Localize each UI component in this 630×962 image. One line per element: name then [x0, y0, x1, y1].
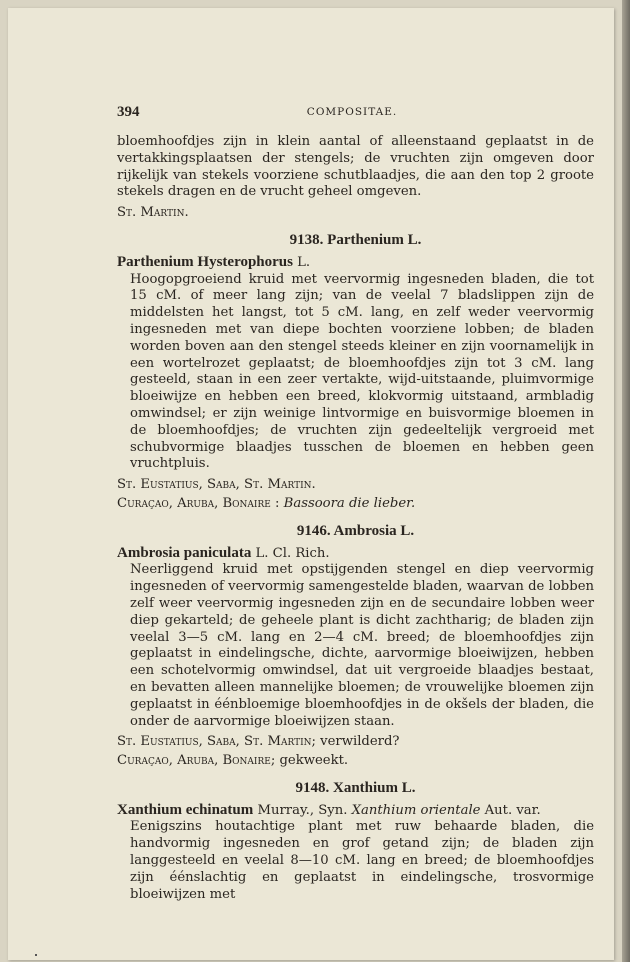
page-header	[117, 104, 587, 120]
description-ambrosia: Neerliggend kruid met opstijgenden stengel en diep veervormig ingesneden of veervormig samengestelde bladen, waarvan de lobben zelf weer veervormig ingesneden zijn en de secundaire lobben weer diep gekarteld; de geheele plant is dicht zachtharig; de bladen zijn veelal 3—5 cM. lang en 2—4 cM. breed; de bloemhoofdjes zijn geplaatst in eindelingsche, dichte, aarvormige bloeiwijzen, hebben een schotelvormig omwindsel, dat uit vergroeide blaadjes bestaat, en bevatten alleen mannelijke bloemen; de vrouwelijke bloemen zijn geplaatst in éénbloemige bloemhoofdjes in de okšels der bladen, die onder de aarvormige bloeiwijzen staan.	[130, 562, 594, 729]
species-name: Parthenium Hysterophorus	[117, 253, 293, 270]
distribution-places: Curaçao, Aruba, Bonaire	[117, 753, 271, 769]
species-name: Ambrosia paniculata	[117, 544, 252, 561]
running-head: COMPOSITAE.	[306, 106, 398, 118]
description-parthenium: Hoogopgroeiend kruid met veervormig ingesneden bladen, die tot 15 cM. of meer lang zijn; van de veelal 7 bladslippen zijn de middelsten het langst, tot 5 cM. lang, en zelf weder veervormig ingesneden met van diepe bochten voorziene lobben; de bladen worden boven aan den stengel steeds kleiner en zijn voornamelijk in een wortelrozet geplaatst; de bloemhoofdjes zijn tot 3 cM. lang gesteeld, staan in een zeer vertakte, wijd-uitstaande, pluimvormige bloeiwijze en hebben een breed, klokvormig uitstaand, armbladig omwindsel; er zijn weinige lintvormige en buisvormige bloemen in de bloemhoofdjes; de vruchten zijn gedeeltelijk vergroeid met schubvormige blaadjes tusschen de bloemen en hebben geen vruchtpluis.	[130, 271, 594, 472]
genus-heading-parthenium: 9138. Parthenium L.	[289, 231, 422, 248]
species-heading-parthenium	[117, 254, 594, 272]
synonym-name: Xanthium orientale	[351, 802, 481, 818]
stray-mark	[35, 954, 37, 956]
species-author: L.	[292, 254, 311, 270]
distribution-ambrosia-windward	[117, 734, 594, 751]
vernacular-name: Bassoora die lieber.	[283, 495, 416, 511]
page-content	[117, 134, 594, 907]
distribution-separator: :	[270, 495, 284, 511]
book-binding-edge	[622, 0, 630, 962]
distribution-parthenium-leeward	[117, 496, 594, 513]
distribution-places: Curaçao, Aruba, Bonaire	[117, 495, 271, 511]
species-author: Murray., Syn.	[253, 802, 352, 818]
distribution-note: ; verwilderd?	[311, 734, 400, 750]
distribution-parthenium-windward: St. Eustatius, Saba, St. Martin.	[117, 477, 316, 493]
distribution-note: ; gekweekt.	[270, 753, 349, 769]
page-number: 394	[117, 104, 140, 120]
book-page	[8, 8, 614, 960]
distribution-ambrosia-leeward	[117, 753, 594, 770]
description-xanthium: Eenigszins houtachtige plant met ruw behaarde bladen, die handvormig ingesneden en grof getand zijn; de bladen zijn langgesteeld en veelal 8—10 cM. lang en breed; de bloemhoofdjes zijn éénslachtig en geplaatst in eindelingsche, trosvormige bloeiwijzen met	[130, 819, 594, 902]
distribution-places: St. Eustatius, Saba, St. Martin	[117, 734, 312, 750]
species-author: L. Cl. Rich.	[251, 545, 330, 561]
genus-heading-xanthium: 9148. Xanthium L.	[295, 779, 416, 796]
intro-paragraph: bloemhoofdjes zijn in klein aantal of alleenstaand geplaatst in de vertakkingsplaatsen der stengels; de vruchten zijn omgeven door rijkelijk van stekels voorziene schutblaadjes, die aan den top 2 groote stekels dragen en de vrucht geheel omgeven.	[117, 134, 594, 200]
species-name: Xanthium echinatum	[117, 801, 254, 818]
species-heading-ambrosia	[117, 545, 594, 563]
intro-distribution: St. Martin.	[117, 205, 189, 221]
synonym-author: Aut. var.	[480, 802, 541, 818]
genus-heading-ambrosia: 9146. Ambrosia L.	[296, 522, 415, 539]
species-heading-xanthium	[117, 802, 594, 820]
